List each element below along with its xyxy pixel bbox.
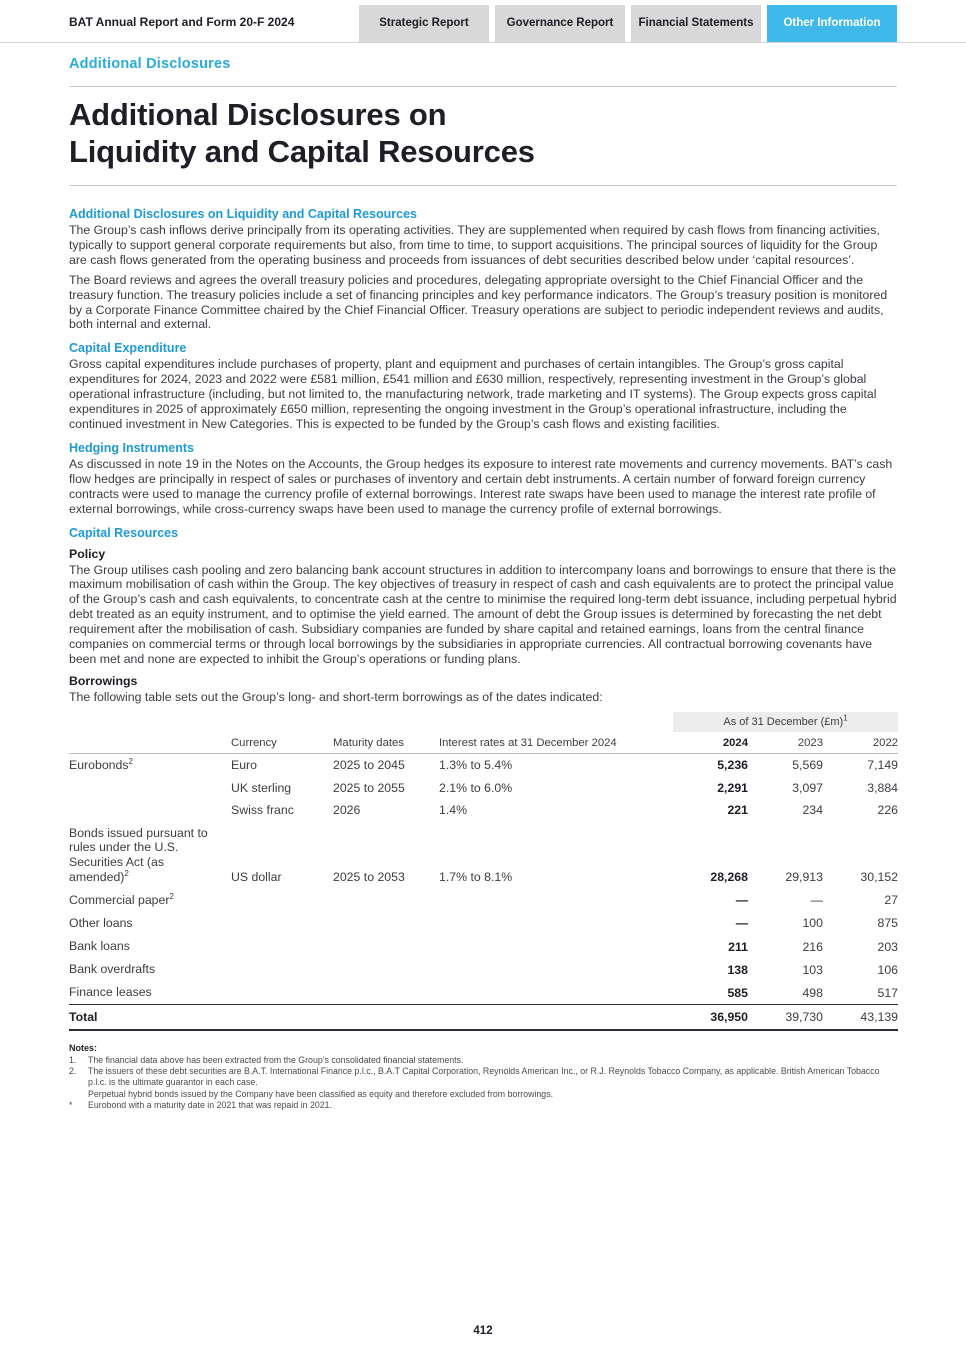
- row-label: Bank loans: [69, 938, 130, 953]
- row-label: Commercial paper$^2$: [69, 891, 174, 907]
- total-spacer: [231, 1005, 333, 1030]
- cell-2022: 106: [877, 962, 899, 977]
- cell-rates: [439, 935, 673, 958]
- row-label: Bonds issued pursuant to rules under the U.S. Securities Act (as amended)$^2$: [69, 825, 208, 884]
- section-eyebrow: Additional Disclosures: [69, 56, 231, 72]
- col-header-2022: 2022: [823, 732, 898, 754]
- page-content: [0, 56, 966, 1111]
- footnote-ref: 2: [128, 756, 133, 766]
- paragraph-capex: Gross capital expenditures include purchases of property, plant and equipment and purchases of certain intangibles. The Group’s gross capital expenditures for 2024, 2023 and 2022 were £581 million, £541 million and £630 million, respectively, representing investment in the Group’s global operational infrastructure (including, but not limited to, the manufacturing network, trade marketing and IT systems). The Group expects gross capital expenditures in 2025 of approximately £650 million, representing the ongoing investment in the Group’s operational infrastructure, including the continued investment in New Categories. This is expected to be funded by the Group’s cash flows and existing facilities.: [69, 357, 877, 431]
- heading-capital-expenditure: Capital Expenditure: [69, 341, 187, 356]
- note-text: The issuers of these debt securities are B.A.T. International Finance p.l.c., B.A.T Capital Corporation, Reynolds American Inc., or R.J. Reynolds Tobacco Company, as applicable. British American Tobacco p.l.c. is the ultimate guarantor in each case.: [88, 1065, 880, 1088]
- note-item-asterisk: [69, 1100, 897, 1111]
- table-row-other-loans: [69, 912, 898, 935]
- cell-2023: 234: [802, 803, 823, 818]
- cell-2023: 29,913: [785, 870, 823, 885]
- band-text: As of 31 December (£m): [723, 715, 844, 728]
- tab-financial-statements[interactable]: Financial Statements: [631, 5, 761, 42]
- cell-maturity: [333, 958, 439, 981]
- cell-rates: 1.3% to 5.4%: [439, 758, 513, 773]
- cell-2022: 30,152: [860, 870, 899, 885]
- cell-2024: 585: [727, 985, 748, 1000]
- footnote-ref: 2: [169, 891, 174, 901]
- table-row-bank-overdrafts: [69, 958, 898, 981]
- cell-maturity: [333, 889, 439, 912]
- col-header-rates: Interest rates at 31 December 2024: [439, 732, 673, 754]
- divider-under-title: [69, 185, 897, 186]
- cell-2022: 27: [884, 893, 899, 908]
- band-footnote-ref: 1: [843, 713, 848, 723]
- cell-maturity: [333, 935, 439, 958]
- cell-2024: 28,268: [710, 870, 748, 885]
- note-text: Eurobond with a maturity date in 2021 that was repaid in 2021.: [88, 1099, 333, 1110]
- body-sections: [69, 207, 897, 705]
- cell-currency: [231, 889, 333, 912]
- cell-2022: 203: [877, 939, 899, 954]
- note-text: The financial data above has been extracted from the Group’s consolidated financial statements.: [88, 1054, 464, 1065]
- cell-currency: UK sterling: [231, 780, 292, 795]
- heading-liquidity: Additional Disclosures on Liquidity and Capital Resources: [69, 207, 417, 221]
- row-label: [69, 799, 231, 822]
- note-marker: 2.: [69, 1065, 77, 1076]
- cell-maturity: 2026: [333, 803, 361, 818]
- cell-rates: 1.7% to 8.1%: [439, 870, 513, 885]
- table-header-row: [69, 732, 898, 754]
- cell-maturity: [333, 981, 439, 1005]
- row-label: Finance leases: [69, 985, 152, 1000]
- divider-top: [69, 86, 897, 87]
- cell-currency: [231, 935, 333, 958]
- table-row-bank-loans: [69, 935, 898, 958]
- note-marker: 1.: [69, 1054, 77, 1065]
- page-number: 412: [473, 1325, 493, 1337]
- cell-2023: —: [810, 893, 823, 908]
- table-row-eurobonds-sterling: [69, 777, 898, 800]
- cell-2023: 5,569: [792, 758, 823, 773]
- paragraph-policy: The Group utilises cash pooling and zero balancing bank account structures in addition to intercompany loans and borrowings to ensure that there is the maximum mobilisation of cash within the Group. The key objectives of treasury in respect of cash and cash equivalents are to protect the principal value of the Group’s cash and cash equivalents, to concentrate cash at the centre to minimise the required long-term debt issuance, including perpetual hybrid debt treated as an equity instrument, and to optimise the yield earned. The amount of debt the Group issues is determined by forecasting the net debt requirement after the mobilisation of cash. Subsidiary companies are funded by share capital and retained earnings, loans from the central finance companies on commercial terms or through local borrowings by the subsidiaries in appropriate currencies. All contractual borrowing covenants have been met and none are expected to inhibit the Group’s operations or funding plans.: [69, 562, 897, 666]
- cell-2023: 100: [802, 916, 823, 931]
- table-row-finance-leases: [69, 981, 898, 1005]
- cell-2024: —: [735, 893, 748, 908]
- cell-2023: 498: [802, 985, 823, 1000]
- col-header-2023: 2023: [748, 732, 823, 754]
- cell-2022: 517: [877, 985, 899, 1000]
- note-text: Perpetual hybrid bonds issued by the Company have been classified as equity and therefore excluded from borrowings.: [88, 1088, 554, 1099]
- cell-currency: [231, 912, 333, 935]
- cell-2024: 5,236: [717, 758, 748, 773]
- borrowings-table: [69, 712, 898, 1031]
- cell-rates: [439, 912, 673, 935]
- report-nav-tabs: [359, 5, 897, 42]
- cell-rates: 1.4%: [439, 803, 468, 818]
- cell-maturity: 2025 to 2053: [333, 870, 405, 885]
- tab-strategic-report[interactable]: Strategic Report: [359, 5, 489, 42]
- table-band-row: [69, 712, 898, 732]
- note-marker: [69, 1089, 88, 1100]
- report-title: BAT Annual Report and Form 20-F 2024: [69, 15, 295, 29]
- cell-rates: [439, 958, 673, 981]
- note-marker: *: [69, 1099, 73, 1110]
- paragraph-liquidity-1: The Group’s cash inflows derive principally from its operating activities. They are supplemented when required by cash flows from financing activities, typically to support general corporate requirements but also, from time to time, to support acquisitions. The principal sources of liquidity for the Group are cash flows generated from the operating business and proceeds from issuances of debt securities described below under ‘capital resources’.: [69, 223, 880, 267]
- page-title: [69, 96, 897, 170]
- total-spacer: [333, 1005, 439, 1030]
- cell-2022: 7,149: [867, 758, 899, 773]
- total-label: Total: [69, 1005, 231, 1030]
- footnote-ref: 2: [124, 868, 129, 878]
- tab-other-information[interactable]: Other Information: [767, 5, 897, 42]
- row-label: [69, 777, 231, 800]
- tab-governance-report[interactable]: Governance Report: [495, 5, 625, 42]
- cell-currency: Swiss franc: [231, 803, 294, 818]
- total-2024: 36,950: [673, 1005, 748, 1030]
- total-spacer: [439, 1005, 673, 1030]
- cell-currency: [231, 958, 333, 981]
- page-title-line1: Additional Disclosures on: [69, 97, 447, 132]
- cell-2024: 2,291: [717, 780, 748, 795]
- paragraph-liquidity-2: The Board reviews and agrees the overall treasury policies and procedures, delegating appropriate oversight to the Chief Financial Officer and the treasury function. The treasury policies include a set of financing principles and key performance indicators. The Group’s treasury position is monitored by a Corporate Finance Committee chaired by the Chief Financial Officer. Treasury operations are subject to periodic independent reviews and audits, both internal and external.: [69, 272, 888, 332]
- cell-maturity: [333, 912, 439, 935]
- cell-2024: 211: [728, 939, 748, 954]
- notes-heading: Notes:: [69, 1042, 98, 1053]
- table-notes: [69, 1043, 897, 1111]
- cell-maturity: 2025 to 2045: [333, 758, 405, 773]
- col-header-empty: [69, 732, 231, 754]
- table-row-eurobonds-euro: [69, 753, 898, 777]
- heading-hedging-instruments: Hedging Instruments: [69, 440, 195, 455]
- cell-2024: 221: [727, 803, 748, 818]
- cell-rates: [439, 981, 673, 1005]
- cell-2023: 216: [802, 939, 823, 954]
- col-header-2024: 2024: [673, 732, 748, 754]
- cell-rates: 2.1% to 6.0%: [439, 780, 513, 795]
- note-item-2-continued: [69, 1089, 897, 1100]
- table-row-us-bonds: [69, 822, 898, 889]
- row-label: Eurobonds$^2$: [69, 756, 133, 772]
- paragraph-hedging: As discussed in note 19 in the Notes on the Accounts, the Group hedges its exposure to interest rate movements and currency movements. BAT’s cash flow hedges are principally in respect of sales or purchases of inventory and certain debt instruments. A certain number of forward foreign currency contracts were used to manage the currency profile of external borrowings. Interest rate swaps have been used to manage the interest rate profile of external borrowings, while cross-currency swaps have been used to manage the currency profile of external borrowings.: [69, 456, 893, 516]
- cell-currency: Euro: [231, 758, 257, 773]
- cell-2024: —: [735, 916, 748, 931]
- cell-maturity: 2025 to 2055: [333, 780, 405, 795]
- page-footer: [0, 1321, 966, 1339]
- page-title-line2: Liquidity and Capital Resources: [69, 134, 535, 169]
- col-header-currency: Currency: [231, 732, 333, 754]
- row-label: Bank overdrafts: [69, 962, 156, 976]
- note-item-1: [69, 1055, 897, 1066]
- cell-2022: 226: [877, 803, 899, 818]
- cell-currency: [231, 981, 333, 1005]
- cell-2024: 138: [727, 962, 748, 977]
- col-header-maturity: Maturity dates: [333, 732, 439, 754]
- cell-2023: 103: [802, 962, 823, 977]
- report-header: [0, 0, 966, 43]
- row-label: Other loans: [69, 915, 133, 930]
- table-total-row: [69, 1005, 898, 1030]
- table-row-commercial-paper: [69, 889, 898, 912]
- cell-2022: 3,884: [867, 780, 899, 795]
- cell-2022: 875: [877, 916, 899, 931]
- heading-borrowings: Borrowings: [69, 673, 138, 688]
- cell-rates: [439, 889, 673, 912]
- total-2022: 43,139: [823, 1005, 898, 1030]
- table-band-header: [673, 712, 898, 732]
- note-item-2: [69, 1066, 897, 1089]
- table-row-eurobonds-swiss: [69, 799, 898, 822]
- heading-policy: Policy: [69, 546, 106, 561]
- total-2023: 39,730: [748, 1005, 823, 1030]
- cell-2023: 3,097: [792, 780, 823, 795]
- band-spacer: [69, 712, 673, 732]
- cell-currency: US dollar: [231, 870, 282, 885]
- paragraph-borrowings-intro: The following table sets out the Group’s long- and short-term borrowings as of the dates indicated:: [69, 689, 603, 704]
- heading-capital-resources: Capital Resources: [69, 525, 179, 540]
